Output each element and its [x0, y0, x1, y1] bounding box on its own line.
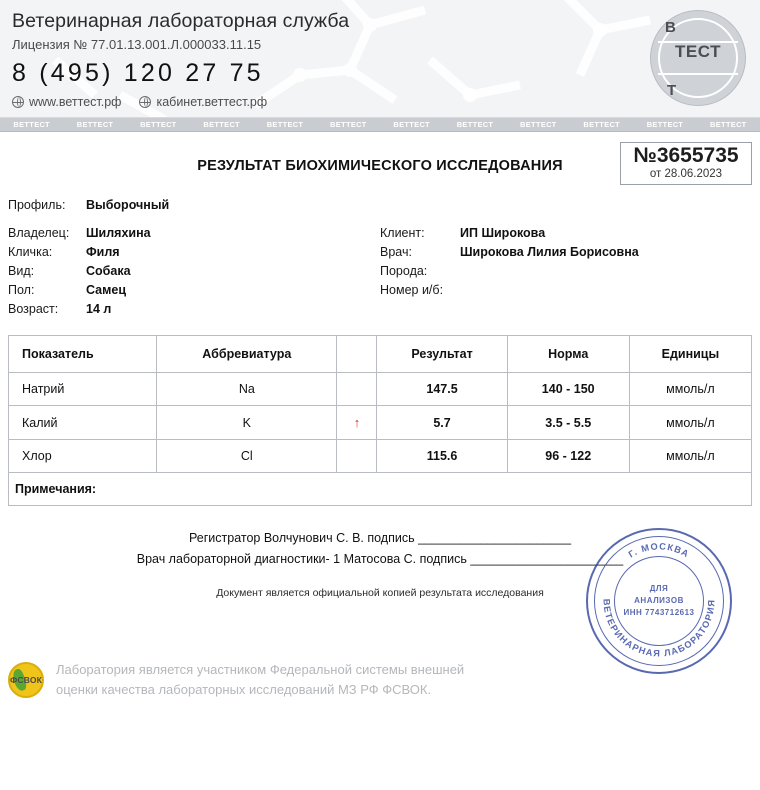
patient-right-label-2: Порода:	[380, 264, 428, 278]
report-number: №3655735	[633, 144, 739, 167]
results-table-foot	[9, 473, 752, 506]
vettest-logo	[650, 10, 746, 106]
footer-text	[56, 660, 464, 700]
footer-line-2: оценки качества лабораторных исследований МЗ РФ ФСВОК.	[56, 682, 432, 698]
stamp-arc-top-text: Г. МОСКВА	[626, 541, 692, 560]
patient-left-value-2: Собака	[86, 264, 131, 278]
report-date: от 28.06.2023	[649, 168, 723, 181]
watermark-label: ВЕТТЕСТ	[203, 120, 240, 129]
cell-indicator: Натрий	[9, 373, 157, 406]
title-row	[8, 132, 752, 188]
table-row	[9, 440, 752, 473]
patient-right-label-1: Врач:	[380, 245, 412, 259]
watermark-label: ВЕТТЕСТ	[710, 120, 747, 129]
patient-left-value-0: Шиляхина	[86, 226, 151, 240]
th-result: Результат	[377, 336, 507, 373]
cell-result: 147.5	[377, 373, 507, 406]
globe-icon	[12, 96, 24, 108]
page-header	[0, 0, 760, 118]
arrow-up-icon: ↑	[353, 415, 361, 430]
cell-abbreviation: Cl	[157, 440, 337, 473]
patient-right-label-3: Номер и/б:	[380, 283, 444, 297]
cell-units: ммоль/л	[629, 373, 751, 406]
patient-info-left	[8, 226, 380, 321]
cell-result: 115.6	[377, 440, 507, 473]
profile-label: Профиль:	[8, 198, 66, 212]
watermark-label: ВЕТТЕСТ	[266, 120, 304, 129]
logo-letter-top: В	[665, 19, 676, 36]
watermark-label: ВЕТТЕСТ	[583, 120, 620, 129]
watermark-label: ВЕТТЕСТ	[76, 120, 114, 129]
results-table-head	[9, 336, 752, 373]
th-indicator: Показатель	[9, 336, 157, 373]
watermark-label: ВЕТТЕСТ	[140, 120, 177, 129]
page-title: РЕЗУЛЬТАТ БИОХИМИЧЕСКОГО ИССЛЕДОВАНИЯ	[197, 158, 563, 174]
doctor-signature-line: Врач лабораторной диагностики- 1 Матосова С. подпись ______________________	[136, 552, 624, 567]
table-row	[9, 406, 752, 440]
notes-row	[9, 473, 752, 506]
cell-abbreviation: K	[157, 406, 337, 440]
cell-indicator: Калий	[9, 406, 157, 440]
cell-result: 5.7	[377, 406, 507, 440]
cell-norm: 3.5 - 5.5	[507, 406, 629, 440]
site-link-label: www.веттест.рф	[29, 95, 122, 109]
logo-letter-bottom: Т	[667, 82, 677, 99]
cabinet-link[interactable]	[139, 95, 267, 109]
results-table-body	[9, 373, 752, 473]
report-number-box	[620, 142, 752, 185]
th-units: Единицы	[629, 336, 751, 373]
registrar-signature-line: Регистратор Волчунович С. В. подпись ______________________	[188, 531, 572, 545]
patient-left-value-1: Филя	[86, 245, 120, 259]
patient-left-label-1: Кличка:	[8, 245, 53, 259]
cell-norm: 140 - 150	[507, 373, 629, 406]
fsvok-badge-label: ФСВОК	[9, 675, 43, 685]
patient-left-label-0: Владелец:	[8, 226, 70, 240]
watermark-strip	[0, 118, 760, 132]
patient-left-label-4: Возраст:	[8, 302, 59, 316]
watermark-label: ВЕТТЕСТ	[393, 120, 430, 129]
watermark-label: ВЕТТЕСТ	[13, 120, 50, 129]
globe-icon	[139, 96, 151, 108]
stamp-center-line-1: ДЛЯ	[649, 584, 669, 593]
logo-letter-middle: ТЕСТ	[675, 42, 721, 61]
lab-license: Лицензия № 77.01.13.001.Л.000033.11.15	[12, 37, 262, 52]
cell-units: ммоль/л	[629, 440, 751, 473]
info-line	[380, 226, 752, 240]
laboratory-stamp	[586, 528, 732, 674]
cell-abbreviation: Na	[157, 373, 337, 406]
watermark-label: ВЕТТЕСТ	[456, 120, 494, 129]
patient-right-label-0: Клиент:	[380, 226, 425, 240]
patient-left-value-3: Самец	[86, 283, 127, 297]
info-line	[380, 264, 752, 278]
profile-value: Выборочный	[86, 198, 170, 212]
cell-flag	[337, 440, 377, 473]
results-table	[8, 335, 752, 506]
lab-links	[12, 95, 746, 109]
cabinet-link-label: кабинет.веттест.рф	[156, 95, 268, 109]
patient-left-value-4: 14 л	[86, 302, 112, 316]
stamp-center-line-3: ИНН 7743712613	[623, 608, 695, 617]
table-row	[9, 373, 752, 406]
cell-flag	[337, 406, 377, 440]
profile-row	[8, 198, 752, 212]
patient-left-label-3: Пол:	[8, 283, 35, 297]
th-abbreviation: Аббревиатура	[157, 336, 337, 373]
lab-phone: 8 (495) 120 27 75	[12, 59, 264, 87]
patient-right-value-0: ИП Широкова	[460, 226, 546, 240]
patient-right-value-1: Широкова Лилия Борисовна	[460, 245, 639, 259]
logo-bar-bottom	[658, 73, 738, 75]
stamp-center-line-2: АНАЛИЗОВ	[634, 596, 684, 605]
info-line	[8, 302, 380, 316]
info-line	[380, 283, 752, 297]
cell-flag	[337, 373, 377, 406]
lab-title: Ветеринарная лабораторная служба	[12, 10, 350, 32]
watermark-label: ВЕТТЕСТ	[330, 120, 367, 129]
info-line	[380, 245, 752, 259]
stamp-center-text	[588, 530, 730, 672]
fsvok-badge-icon	[8, 662, 44, 698]
site-link[interactable]	[12, 95, 121, 109]
patient-left-label-2: Вид:	[8, 264, 35, 278]
patient-info	[8, 226, 752, 321]
watermark-label: ВЕТТЕСТ	[520, 120, 557, 129]
patient-info-right	[380, 226, 752, 321]
th-flag	[337, 336, 377, 373]
watermark-label: ВЕТТЕСТ	[646, 120, 684, 129]
info-line	[8, 264, 380, 278]
official-copy-note: Документ является официальной копией результата исследования	[216, 586, 544, 599]
cell-norm: 96 - 122	[507, 440, 629, 473]
info-line	[8, 283, 380, 297]
info-line	[8, 226, 380, 240]
stamp-arc-bottom-text: ВЕТЕРИНАРНАЯ ЛАБОРАТОРИЯ	[601, 598, 717, 659]
table-header-row	[9, 336, 752, 373]
footer-line-1: Лаборатория является участником Федеральной системы внешней	[56, 662, 465, 677]
th-norm: Норма	[507, 336, 629, 373]
cell-indicator: Хлор	[9, 440, 157, 473]
cell-units: ммоль/л	[629, 406, 751, 440]
notes-label: Примечания:	[9, 473, 752, 506]
info-line	[8, 245, 380, 259]
